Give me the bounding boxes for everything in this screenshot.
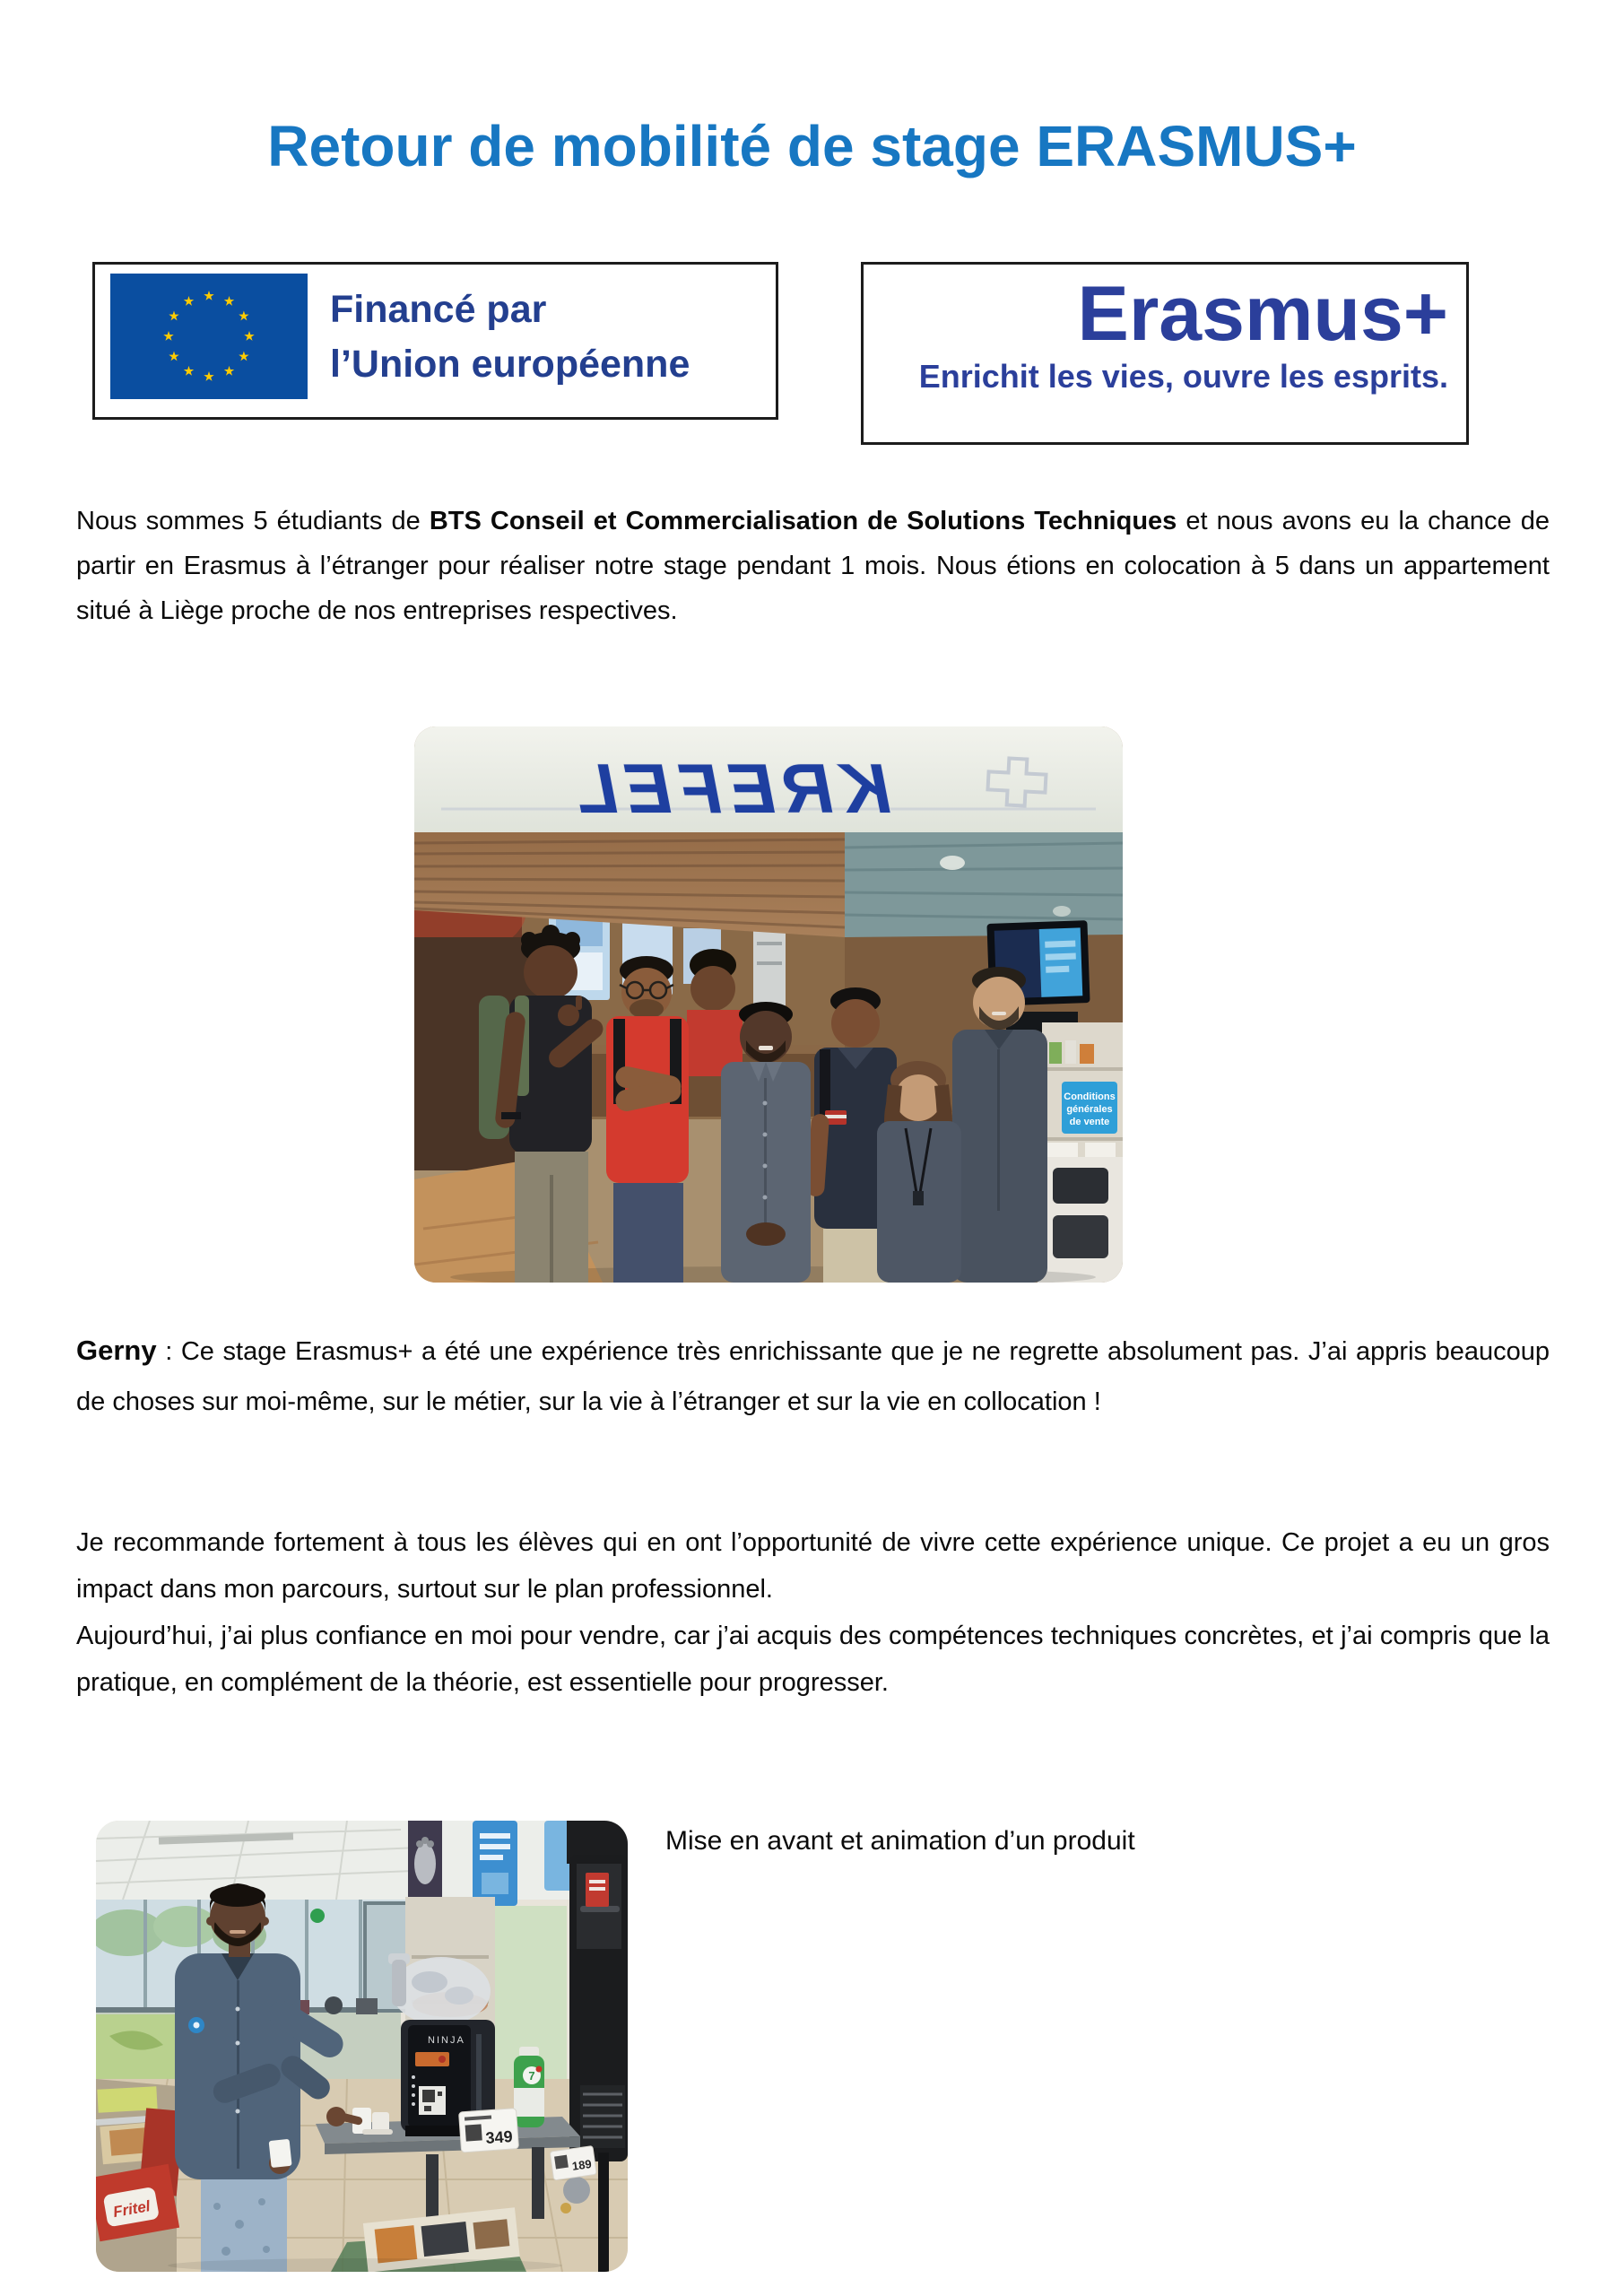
eu-flag-icon <box>110 274 308 399</box>
store-sign-text: KREFEL <box>569 749 891 828</box>
gerny-name: Gerny <box>76 1335 157 1366</box>
group-photo-illustration <box>414 726 1123 1283</box>
recommendation-paragraph <box>76 1519 1550 1706</box>
svg-text:générales: générales <box>1066 1104 1113 1115</box>
recommendation-part-2: Aujourd’hui, j’ai plus confiance en moi pour vendre, car j’ai acquis des compétences techniques concrètes, et j’ai compris que la pratique, en complément de la théorie, est essentielle pour progresser. <box>76 1622 1550 1697</box>
svg-text:de vente: de vente <box>1069 1117 1110 1127</box>
group-photo <box>414 726 1123 1283</box>
page-title: Retour de mobilité de stage ERASMUS+ <box>267 114 1357 178</box>
eu-funded-text <box>330 283 690 392</box>
eu-funded-logo <box>92 262 778 420</box>
intro-pre: Nous sommes 5 étudiants de <box>76 507 430 535</box>
svg-text:189: 189 <box>571 2156 593 2173</box>
bottle-logo-text: 7 <box>528 2069 535 2083</box>
product-shelf <box>96 2079 184 2272</box>
slush-machine <box>388 1953 495 2136</box>
right-shelf <box>1042 1022 1123 1168</box>
erasmus-wordmark: Erasmus+ <box>1077 271 1448 357</box>
fritel-box-label: Fritel <box>111 2197 152 2222</box>
gerny-separator: : <box>156 1337 181 1366</box>
machine-brand-text: NINJA <box>428 2035 465 2046</box>
price-tag-secondary <box>550 2146 596 2180</box>
product-photo-illustration <box>96 1821 628 2272</box>
product-photo <box>96 1821 628 2272</box>
erasmus-tagline: Enrichit les vies, ouvre les esprits. <box>918 358 1448 395</box>
svg-text:349: 349 <box>484 2126 514 2148</box>
erasmus-logo <box>861 262 1469 445</box>
intro-bold: BTS Conseil et Commercialisation de Solutions Techniques <box>429 507 1177 535</box>
shelf-sign <box>1062 1082 1117 1134</box>
person-red-back <box>687 949 743 1076</box>
photo-caption: Mise en avant et animation d’un produit <box>665 1826 1135 1856</box>
price-tag-main <box>459 2109 519 2152</box>
person-woman <box>877 1061 961 1283</box>
eu-funded-line1: Financé par <box>330 288 547 331</box>
intro-post: et nous avons eu la chance de partir en Erasmus à l’étranger pour réaliser notre stage pendant 1 mois. Nous étions en colocation à 5 dans un appartement situé à Liège proche de nos entreprises respectives. <box>76 507 1550 625</box>
gerny-text: Ce stage Erasmus+ a été une expérience très enrichissante que je ne regrette absolument pas. J’ai appris beaucoup de choses sur moi-même, sur le métier, sur la vie à l’étranger et sur la vie en collocation ! <box>76 1337 1550 1416</box>
syrup-bottle <box>514 2047 544 2127</box>
eu-funded-line2: l’Union européenne <box>330 343 690 386</box>
svg-text:Conditions: Conditions <box>1064 1091 1116 1102</box>
recommendation-part-1: Je recommande fortement à tous les élèves qui en ont l’opportunité de vivre cette expérience unique. Ce projet a eu un gros impact dans mon parcours, surtout sur le plan professionnel. <box>76 1528 1550 1604</box>
gerny-paragraph <box>76 1326 1550 1427</box>
intro-paragraph <box>76 499 1550 633</box>
